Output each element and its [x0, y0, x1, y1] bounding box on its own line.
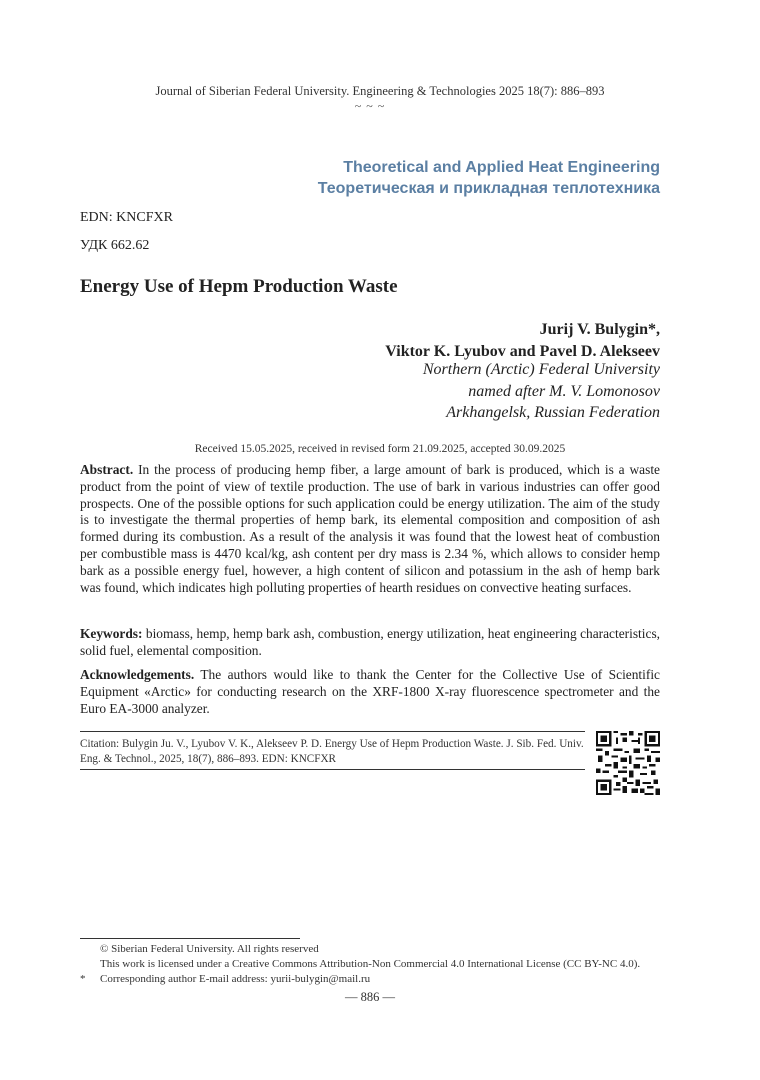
abstract — [80, 462, 660, 596]
journal-header: Journal of Siberian Federal University. Engineering & Technologies 2025 18(7): 886–893 — [155, 84, 605, 98]
keywords-label: Keywords: — [80, 626, 143, 641]
affiliation-line-2: named after M. V. Lomonosov — [468, 382, 660, 400]
affiliation-line-1: Northern (Arctic) Federal University — [422, 361, 660, 378]
footnote-divider — [80, 938, 300, 939]
footnote-star: * — [80, 973, 86, 985]
section-heading-en: Theoretical and Applied Heat Engineering — [343, 159, 660, 176]
footnote-copyright: © Siberian Federal University. All rights reserved — [100, 943, 319, 955]
citation: Citation: Bulygin Ju. V., Lyubov V. K., Alekseev P. D. Energy Use of Hepm Production Waste. J. Sib. Fed. Univ. Eng. & Technol., 2025, 18(7), 886–893. EDN: KNCFXR — [80, 738, 584, 765]
acknowledgements-label: Acknowledgements. — [80, 667, 195, 682]
edn-code: EDN: KNCFXR — [80, 210, 173, 225]
abstract-text: In the process of producing hemp fiber, a large amount of bark is produced, which is a waste product from the point of view of textile production. The use of bark in various industries can offer good prospects. One of the possible options for such application could be energy utilization. The aim of the study is to investigate the thermal properties of hemp bark, its elemental composition and composition of ash formed during its combustion. As a result of the analysis it was found that the lowest heat of combustion per combustible mass is 4470 kcal/kg, ash content per dry mass is 2.34 %, which allows to consider hemp bark as a possible energy fuel, however, a high content of silicon and potassium in the ash of hemp bark was found, which indicates high polluting properties of hearth residues on convective heating surfaces. — [80, 462, 660, 595]
authors-line-1: Jurij V. Bulygin*, — [539, 321, 660, 338]
udk-code: УДК 662.62 — [80, 238, 150, 253]
abstract-label: Abstract. — [80, 462, 134, 477]
affiliation-line-3: Arkhangelsk, Russian Federation — [446, 404, 660, 421]
keywords-text: biomass, hemp, hemp bark ash, combustion, energy utilization, heat engineering characteristics, solid fuel, elemental composition. — [80, 626, 661, 658]
authors — [385, 319, 660, 363]
received-dates: Received 15.05.2025, received in revised form 21.09.2025, accepted 30.09.2025 — [194, 443, 566, 455]
corresponding-email: Corresponding author E-mail address: yurii-bulygin@mail.ru — [100, 973, 371, 985]
acknowledgements-text: The authors would like to thank the Center for the Collective Use of Scientific Equipment «Arctic» for conducting research on the XRF-1800 X-ray fluorescence spectrometer and the Euro EA-3000 analyzer. — [80, 667, 660, 716]
section-heading-ru: Теоретическая и прикладная теплотехника — [317, 180, 660, 197]
page-number: — 886 — — [345, 990, 395, 1004]
qr-code-icon[interactable] — [596, 731, 660, 795]
keywords — [80, 626, 660, 660]
header-ornament: ~ ~ ~ — [354, 99, 386, 113]
citation-top-divider — [80, 731, 585, 732]
acknowledgements — [80, 667, 660, 717]
footnote-corresponding — [80, 972, 370, 987]
authors-line-2: Viktor K. Lyubov and Pavel D. Alekseev — [385, 343, 660, 360]
footnote-license: This work is licensed under a Creative Commons Attribution-Non Commercial 4.0 International License (CC BY-NC 4.0). — [100, 958, 641, 970]
affiliation — [423, 359, 660, 424]
article-title: Energy Use of Hepm Production Waste — [80, 276, 398, 297]
citation-bottom-divider — [80, 769, 585, 770]
